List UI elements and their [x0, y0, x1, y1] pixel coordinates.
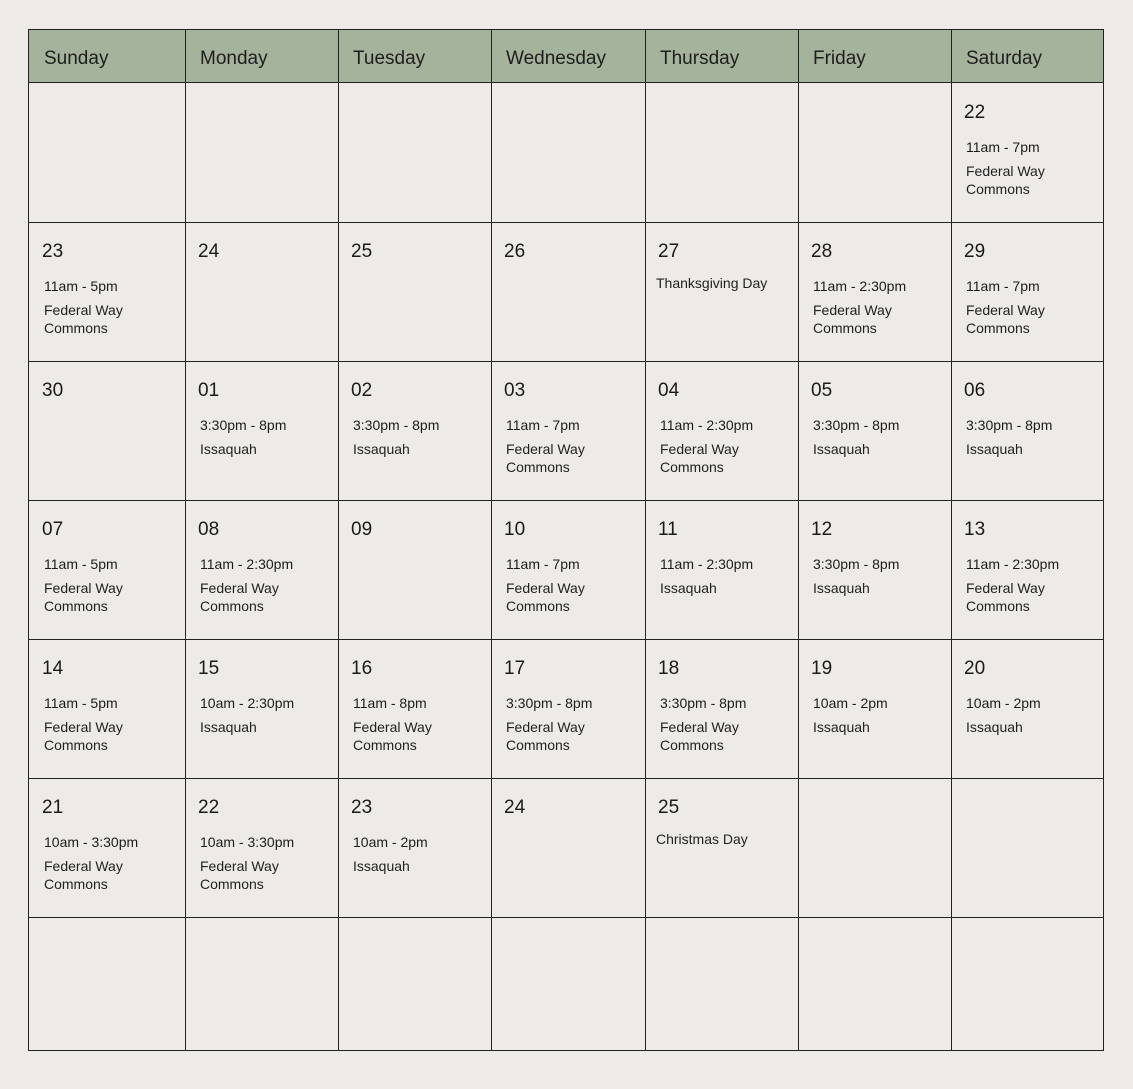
event-location: Federal Way Commons [660, 441, 739, 475]
event-time: 11am - 2:30pm [660, 417, 754, 433]
day-number: 20 [964, 658, 986, 679]
day-number: 14 [42, 658, 64, 679]
day-number: 10 [504, 519, 526, 540]
event-location: Federal Way Commons [44, 719, 123, 753]
event-time: 11am - 5pm [44, 278, 118, 294]
day-cell[interactable] [29, 222, 185, 361]
day-cell[interactable] [29, 778, 185, 917]
day-cell[interactable] [185, 83, 338, 222]
day-cell[interactable] [798, 83, 951, 222]
event-time: 11am - 7pm [966, 139, 1040, 155]
day-cell[interactable] [798, 500, 951, 639]
event-time: 10am - 3:30pm [200, 834, 295, 850]
event-time: 3:30pm - 8pm [966, 417, 1053, 433]
event-time: 11am - 7pm [506, 417, 580, 433]
event-time: 10am - 2pm [966, 695, 1041, 711]
event-location: Federal Way Commons [966, 580, 1045, 614]
day-cell[interactable] [951, 222, 1105, 361]
day-number: 22 [198, 797, 220, 818]
day-number: 06 [964, 380, 986, 401]
weekday-tuesday: Tuesday [353, 48, 426, 69]
day-cell[interactable] [951, 639, 1105, 778]
day-cell[interactable] [951, 500, 1105, 639]
event-time: 11am - 8pm [353, 695, 427, 711]
day-cell[interactable] [185, 639, 338, 778]
day-cell[interactable] [185, 222, 338, 361]
event-time: 3:30pm - 8pm [660, 695, 747, 711]
event-time: 11am - 7pm [506, 556, 580, 572]
event-time: 3:30pm - 8pm [353, 417, 440, 433]
weekday-thursday: Thursday [660, 48, 740, 69]
day-cell[interactable] [185, 500, 338, 639]
day-cell[interactable] [338, 83, 491, 222]
event-time: 10am - 3:30pm [44, 834, 139, 850]
day-number: 23 [351, 797, 373, 818]
day-cell[interactable] [951, 778, 1105, 917]
event-time: 10am - 2pm [813, 695, 888, 711]
day-cell[interactable] [491, 639, 645, 778]
day-cell[interactable] [798, 639, 951, 778]
day-cell[interactable] [338, 222, 491, 361]
event-location: Issaquah [966, 441, 1023, 457]
day-cell[interactable] [185, 917, 338, 1052]
day-number: 05 [811, 380, 833, 401]
day-cell[interactable] [29, 500, 185, 639]
weekday-wednesday: Wednesday [506, 48, 606, 69]
day-cell[interactable] [491, 361, 645, 500]
calendar-grid [28, 29, 1104, 1051]
event-location: Federal Way Commons [44, 580, 123, 614]
day-number: 24 [198, 241, 220, 262]
day-cell[interactable] [185, 361, 338, 500]
day-cell[interactable] [798, 917, 951, 1052]
holiday-note: Thanksgiving Day [656, 275, 768, 291]
event-location: Federal Way Commons [200, 858, 279, 892]
event-location: Federal Way Commons [506, 580, 585, 614]
day-cell[interactable] [29, 639, 185, 778]
day-number: 12 [811, 519, 833, 540]
day-cell[interactable] [491, 222, 645, 361]
day-cell[interactable] [645, 361, 798, 500]
day-cell[interactable] [338, 917, 491, 1052]
day-cell[interactable] [338, 500, 491, 639]
event-time: 3:30pm - 8pm [506, 695, 593, 711]
day-number: 09 [351, 519, 373, 540]
day-number: 27 [658, 241, 680, 262]
day-cell[interactable] [798, 778, 951, 917]
day-number: 04 [658, 380, 680, 401]
event-location: Issaquah [353, 858, 410, 874]
day-cell[interactable] [338, 639, 491, 778]
event-time: 11am - 2:30pm [813, 278, 907, 294]
event-location: Federal Way Commons [506, 719, 585, 753]
day-cell[interactable] [645, 83, 798, 222]
day-number: 24 [504, 797, 526, 818]
day-number: 16 [351, 658, 373, 679]
event-location: Issaquah [353, 441, 410, 457]
event-time: 11am - 2:30pm [966, 556, 1060, 572]
event-location: Issaquah [813, 580, 870, 596]
day-cell[interactable] [645, 778, 798, 917]
event-time: 3:30pm - 8pm [813, 417, 900, 433]
day-cell[interactable] [645, 500, 798, 639]
event-time: 11am - 5pm [44, 695, 118, 711]
holiday-note: Christmas Day [656, 831, 748, 847]
event-time: 10am - 2pm [353, 834, 428, 850]
event-time: 11am - 2:30pm [660, 556, 754, 572]
event-location: Issaquah [660, 580, 717, 596]
day-number: 13 [964, 519, 986, 540]
day-cell[interactable] [29, 361, 185, 500]
day-number: 22 [964, 102, 986, 123]
day-cell[interactable] [491, 500, 645, 639]
day-number: 01 [198, 380, 220, 401]
day-number: 07 [42, 519, 64, 540]
day-number: 18 [658, 658, 680, 679]
day-cell[interactable] [491, 778, 645, 917]
day-cell[interactable] [798, 222, 951, 361]
event-location: Issaquah [813, 719, 870, 735]
event-location: Federal Way Commons [44, 302, 123, 336]
day-number: 02 [351, 380, 373, 401]
day-number: 29 [964, 241, 986, 262]
event-location: Issaquah [966, 719, 1023, 735]
day-number: 19 [811, 658, 833, 679]
day-cell[interactable] [645, 222, 798, 361]
event-time: 11am - 5pm [44, 556, 118, 572]
event-location: Issaquah [200, 441, 257, 457]
day-cell[interactable] [491, 917, 645, 1052]
event-time: 11am - 2:30pm [200, 556, 294, 572]
day-cell[interactable] [29, 83, 185, 222]
event-location: Issaquah [813, 441, 870, 457]
day-number: 25 [351, 241, 373, 262]
day-number: 03 [504, 380, 526, 401]
day-cell[interactable] [29, 917, 185, 1052]
event-location: Federal Way Commons [966, 163, 1045, 197]
day-cell[interactable] [798, 361, 951, 500]
day-number: 23 [42, 241, 64, 262]
event-location: Federal Way Commons [506, 441, 585, 475]
day-cell[interactable] [491, 83, 645, 222]
event-time: 11am - 7pm [966, 278, 1040, 294]
event-location: Federal Way Commons [813, 302, 892, 336]
weekday-saturday: Saturday [966, 48, 1043, 69]
event-time: 3:30pm - 8pm [813, 556, 900, 572]
event-location: Issaquah [200, 719, 257, 735]
day-cell[interactable] [338, 361, 491, 500]
event-location: Federal Way Commons [353, 719, 432, 753]
day-number: 17 [504, 658, 526, 679]
day-number: 26 [504, 241, 526, 262]
day-cell[interactable] [645, 917, 798, 1052]
day-number: 15 [198, 658, 220, 679]
event-location: Federal Way Commons [44, 858, 123, 892]
weekday-friday: Friday [813, 48, 866, 69]
event-location: Federal Way Commons [660, 719, 739, 753]
day-number: 30 [42, 380, 64, 401]
event-location: Federal Way Commons [966, 302, 1045, 336]
event-time: 3:30pm - 8pm [200, 417, 287, 433]
day-cell[interactable] [951, 361, 1105, 500]
day-number: 28 [811, 241, 833, 262]
day-cell[interactable] [645, 639, 798, 778]
day-number: 25 [658, 797, 680, 818]
weekday-header-row [29, 30, 1103, 83]
day-cell[interactable] [338, 778, 491, 917]
day-cell[interactable] [951, 917, 1105, 1052]
event-location: Federal Way Commons [200, 580, 279, 614]
day-number: 21 [42, 797, 64, 818]
day-number: 11 [658, 519, 678, 540]
day-number: 08 [198, 519, 220, 540]
day-cell[interactable] [185, 778, 338, 917]
weekday-sunday: Sunday [44, 48, 109, 69]
weekday-monday: Monday [200, 48, 268, 69]
event-time: 10am - 2:30pm [200, 695, 295, 711]
day-cell[interactable] [951, 83, 1105, 222]
